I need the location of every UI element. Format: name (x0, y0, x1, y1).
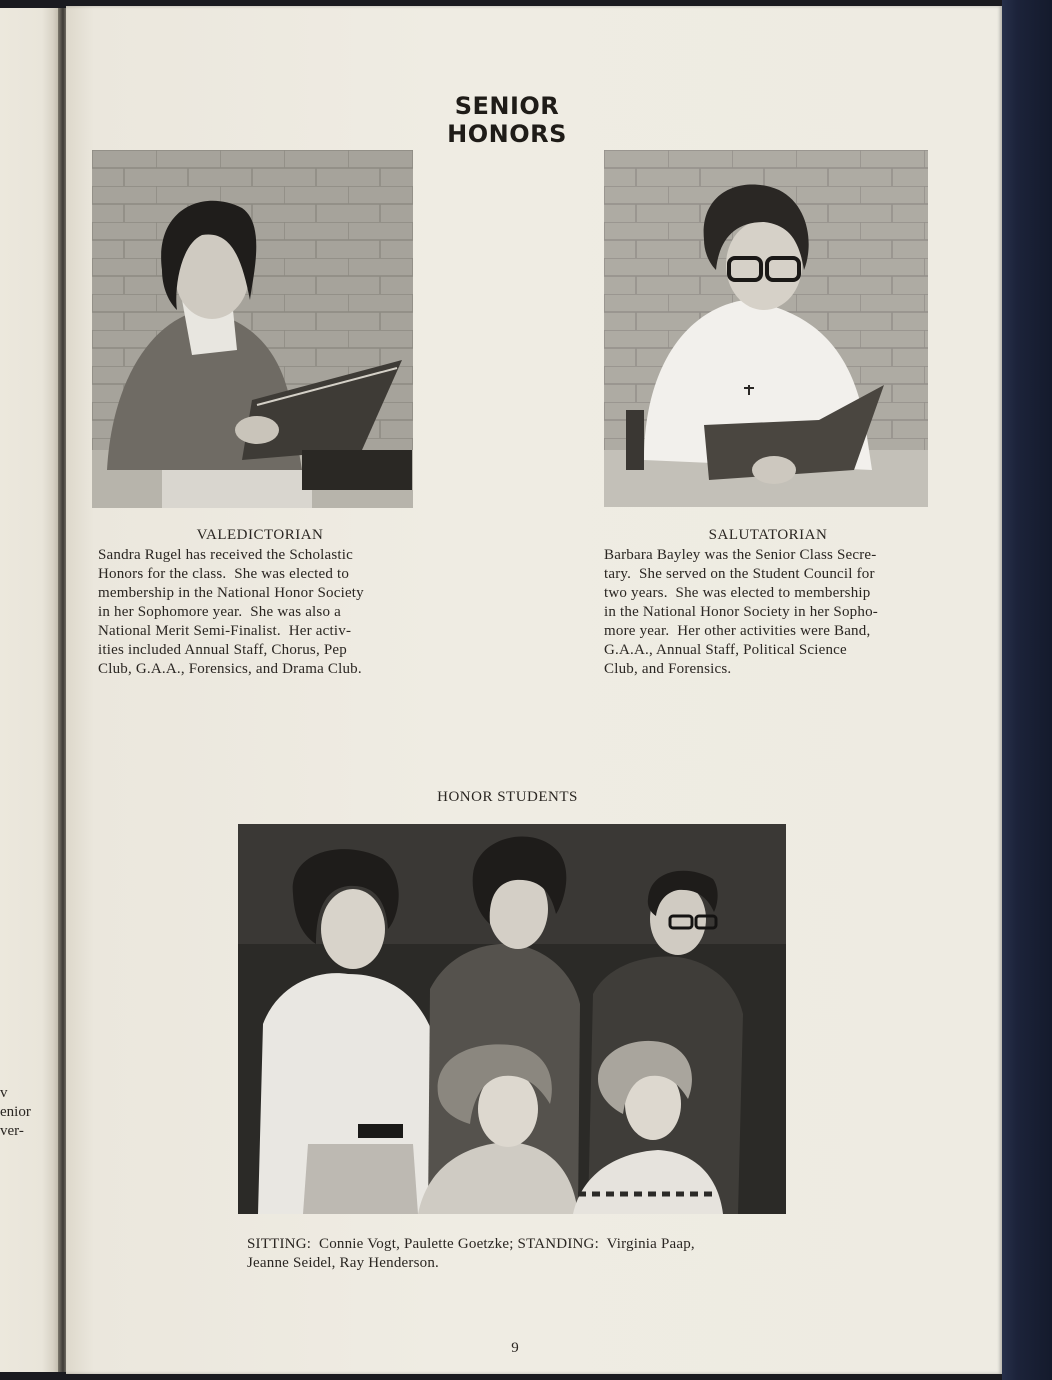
salutatorian-line-6: G.A.A., Annual Staff, Political Science (604, 642, 847, 658)
valedictorian-line-4: in her Sophomore year. She was also a (98, 604, 341, 620)
left-fragment-line-1: v (0, 1085, 8, 1101)
valedictorian-line-7: Club, G.A.A., Forensics, and Drama Club. (98, 661, 362, 677)
valedictorian-line-1: Sandra Rugel has received the Scholastic (98, 547, 354, 563)
salutatorian-line-4: in the National Honor Society in her Sopho- (604, 604, 878, 620)
salutatorian-line-5: more year. Her other activities were Band, (604, 623, 871, 639)
salutatorian-line-2: tary. She served on the Student Council for (604, 566, 875, 582)
valedictorian-line-3: membership in the National Honor Society (98, 585, 364, 601)
valedictorian-line-5: National Merit Semi-Finalist. Her activ- (98, 623, 352, 639)
salutatorian-line-1: Barbara Bayley was the Senior Class Secre- (604, 547, 877, 563)
valedictorian-photo (92, 150, 413, 508)
salutatorian-photo (604, 150, 928, 507)
honor-students-caption-line-2: Jeanne Seidel, Ray Henderson. (247, 1255, 439, 1271)
page-number: 9 (511, 1340, 519, 1356)
left-fragment-line-3: ver- (0, 1123, 24, 1139)
salutatorian-heading: SALUTATORIAN (708, 527, 828, 543)
salutatorian-line-7: Club, and Forensics. (604, 661, 732, 677)
honor-students-photo (238, 824, 786, 1214)
valedictorian-line-6: ities included Annual Staff, Chorus, Pep (98, 642, 347, 658)
left-fragment-line-2: enior (0, 1104, 31, 1120)
honor-students-heading: HONOR STUDENTS (437, 789, 578, 805)
previous-page (0, 8, 60, 1372)
valedictorian-line-2: Honors for the class. She was elected to (98, 566, 350, 582)
salutatorian-line-3: two years. She was elected to membership (604, 585, 871, 601)
page-title: SENIOR HONORS (447, 92, 567, 148)
honor-students-caption-line-1: SITTING: Connie Vogt, Paulette Goetzke; STANDING: Virginia Paap, (247, 1236, 695, 1252)
book-cover-edge (1002, 0, 1052, 1380)
valedictorian-heading: VALEDICTORIAN (196, 527, 324, 543)
